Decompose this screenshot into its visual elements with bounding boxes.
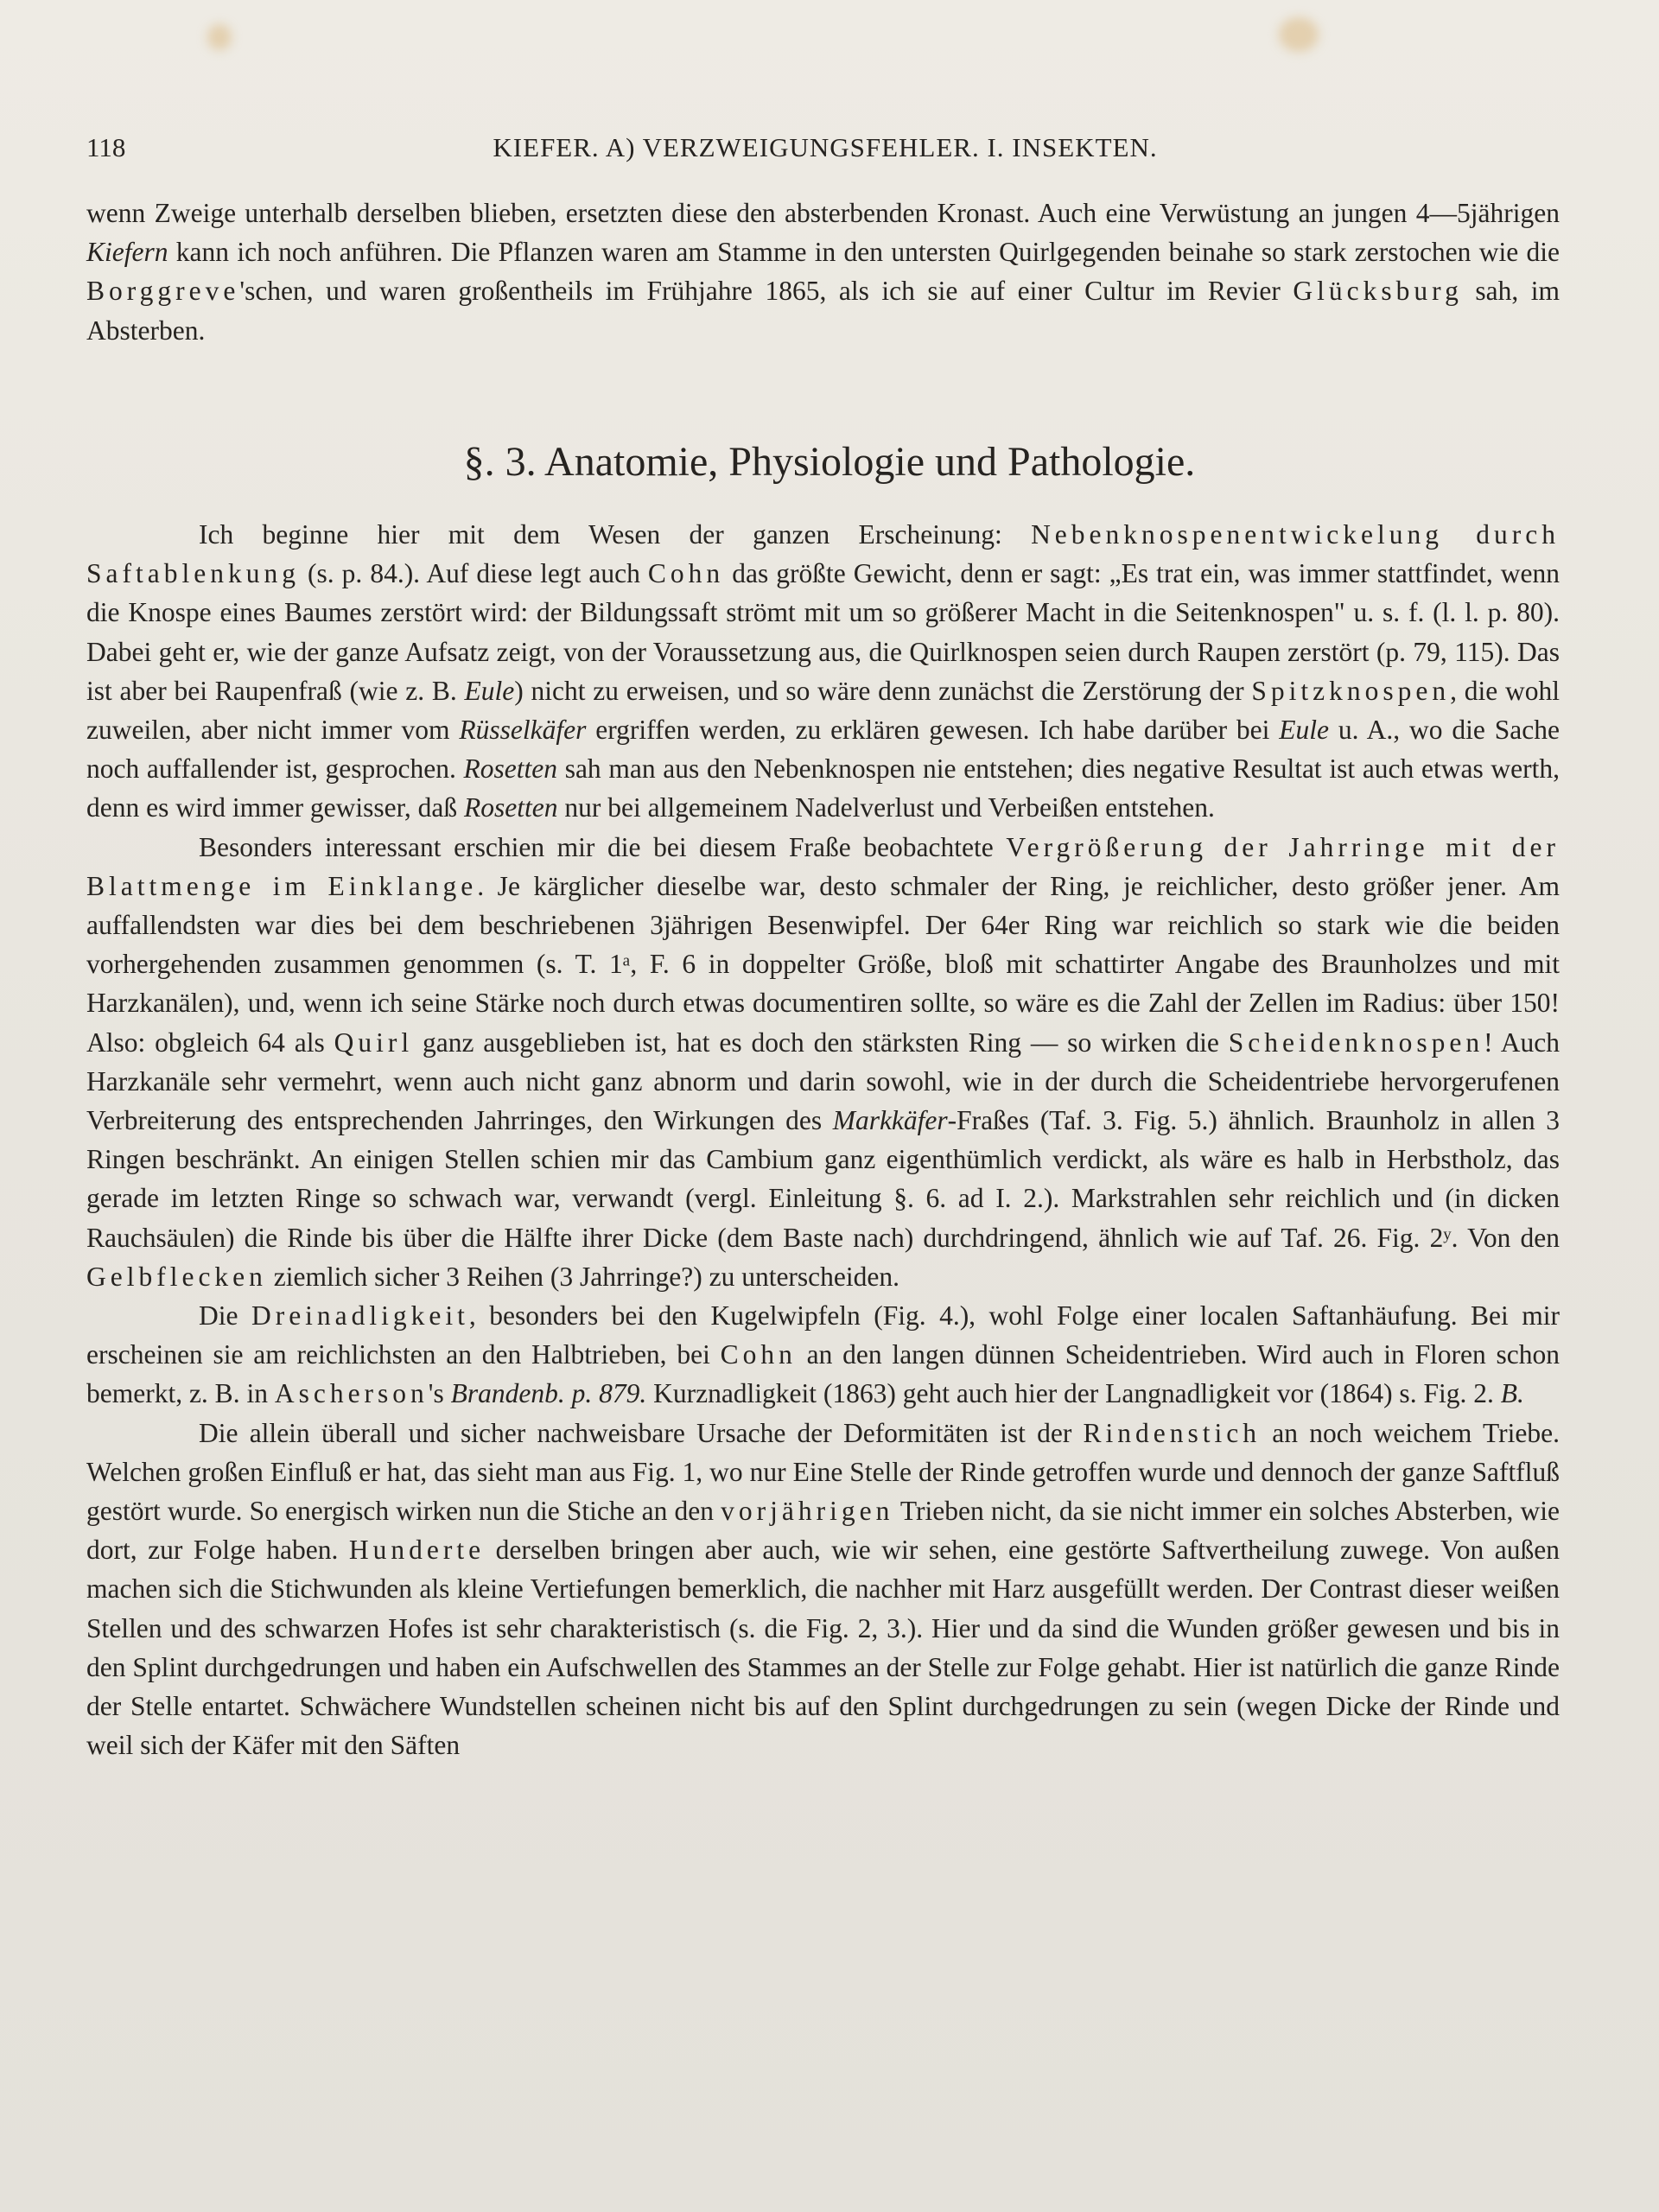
- paragraph-2: Besonders interessant erschien mir die bei diesem Fraße beobachtete Vergrößerung der Jahrringe mit der Blattmenge im Einklange. Je kärglicher dieselbe war, desto schmaler der Ring, je reichlicher, desto größer jener. Am auffallendsten war dies bei dem beschriebenen 3jährigen Besenwipfel. Der 64er Ring war reichlich so stark wie die beiden vorhergehenden zusammen genommen (s. T. 1ᵃ, F. 6 in doppelter Größe, bloß mit schattirter Angabe des Braunholzes und mit Harzkanälen), und, wenn ich seine Stärke noch durch etwas documentiren sollte, so wäre es die Zahl der Zellen im Radius: über 150! Also: obgleich 64 als Quirl ganz ausgeblieben ist, hat es doch den stärksten Ring — so wirken die Scheidenknospen! Auch Harzkanäle sehr vermehrt, wenn auch nicht ganz abnorm und darin sowohl, wie in der durch die Scheidentriebe hervorgerufenen Verbreiterung des entsprechenden Jahrringes, den Wirkungen des Markkäfer-Fraßes (Taf. 3. Fig. 5.) ähnlich. Braunholz in allen 3 Ringen beschränkt. An einigen Stellen schien mir das Cambium ganz eigenthümlich verdickt, als wäre es halb in Herbstholz, das gerade im letzten Ringe so schwach war, verwandt (vergl. Einleitung §. 6. ad I. 2.). Markstrahlen sehr reichlich und (in dicken Rauchsäulen) die Rinde bis über die Hälfte ihrer Dicke (dem Baste nach) durchdringend, ähnlich wie auf Taf. 26. Fig. 2ʸ. Von den Gelbflecken ziemlich sicher 3 Reihen (3 Jahrringe?) zu unterscheiden.: [86, 831, 1560, 1292]
- paragraph-1: Ich beginne hier mit dem Wesen der ganzen Erscheinung: Nebenknospenentwickelung durch Saftablenkung (s. p. 84.). Auf diese legt auch Cohn das größte Gewicht, denn er sagt: „Es trat ein, was immer stattfindet, wenn die Knospe eines Baumes zerstört wird: der Bildungssaft strömt mit um so größerer Macht in die Seitenknospen" u. s. f. (l. l. p. 80). Dabei geht er, wie der ganze Aufsatz zeigt, von der Voraussetzung aus, die Quirlknospen seien durch Raupen zerstört (p. 79, 115). Das ist aber bei Raupenfraß (wie z. B. Eule) nicht zu erweisen, und so wäre denn zunächst die Zerstörung der Spitzknospen, die wohl zuweilen, aber nicht immer vom Rüsselkäfer ergriffen werden, zu erklären gewesen. Ich habe darüber bei Eule u. A., wo die Sache noch auffallender ist, gesprochen. Rosetten sah man aus den Nebenknospen nie entstehen; dies negative Resultat ist auch etwas werth, denn es wird immer gewisser, daß Rosetten nur bei allgemeinem Nadelverlust und Verbeißen entstehen.: [86, 519, 1560, 823]
- author-name: Borggreve: [86, 276, 240, 307]
- intro-paragraph: wenn Zweige unterhalb derselben blieben, ersetzten diese den absterbenden Kronast. Auch eine Verwüstung an jungen 4—5jährigen Kiefern kann ich noch anführen. Die Pflanzen waren am Stamme in den untersten Quirlgegenden beinahe so stark zerstochen wie die Borggreve'schen, und waren großentheils im Frühjahre 1865, als ich sie auf einer Cultur im Revier Glücksburg sah, im Absterben.: [86, 198, 1560, 346]
- page-header: [86, 128, 1564, 168]
- running-head: KIEFER. A) VERZWEIGUNGSFEHLER. I. INSEKTEN.: [493, 132, 1158, 162]
- section-heading: §. 3. Anatomie, Physiologie und Pathologie.: [463, 439, 1196, 485]
- paragraph-4: Die allein überall und sicher nachweisbare Ursache der Deformitäten ist der Rindenstich an noch weichem Triebe. Welchen großen Einfluß er hat, das sieht man aus Fig. 1, wo nur Eine Stelle der Rinde getroffen wurde und dennoch der ganze Saftfluß gestört wurde. So energisch wirken nun die Stiche an den vorjährigen Trieben nicht, da sie nicht immer ein solches Absterben, wie dort, zur Folge haben. Hunderte derselben bringen aber auch, wie wir sehen, eine gestörte Saftvertheilung zuwege. Von außen machen sich die Stichwunden als kleine Vertiefungen bemerklich, die nachher mit Harz ausgefüllt werden. Der Contrast dieser weißen Stellen und des schwarzen Hofes ist sehr charakteristisch (s. die Fig. 2, 3.). Hier und da sind die Wunden größer gewesen und bis in den Splint durchgedrungen und haben ein Aufschwellen des Stammes an der Stelle zur Folge gehabt. Hier ist natürlich die ganze Rinde der Stelle entartet. Schwächere Wundstellen scheinen nicht bis auf den Splint durchgedrungen zu sein (wegen Dicke der Rinde und weil sich der Käfer mit den Säften: [86, 1417, 1560, 1761]
- foxing-stain: [1279, 17, 1319, 52]
- place-name: Glücksburg: [1293, 276, 1463, 307]
- species-name: Kiefern: [86, 237, 168, 268]
- page-number: 118: [86, 132, 126, 162]
- body-text: [86, 515, 1560, 1765]
- foxing-stain: [207, 24, 232, 50]
- paragraph-3: Die Dreinadligkeit, besonders bei den Kugelwipfeln (Fig. 4.), wohl Folge einer localen Saftanhäufung. Bei mir erscheinen sie am reichlichsten an den Halbtrieben, bei Cohn an den langen dünnen Scheidentrieben. Wird auch in Floren schon bemerkt, z. B. in Ascherson's Brandenb. p. 879. Kurznadligkeit (1863) geht auch hier der Langnadligkeit vor (1864) s. Fig. 2. B.: [86, 1300, 1560, 1409]
